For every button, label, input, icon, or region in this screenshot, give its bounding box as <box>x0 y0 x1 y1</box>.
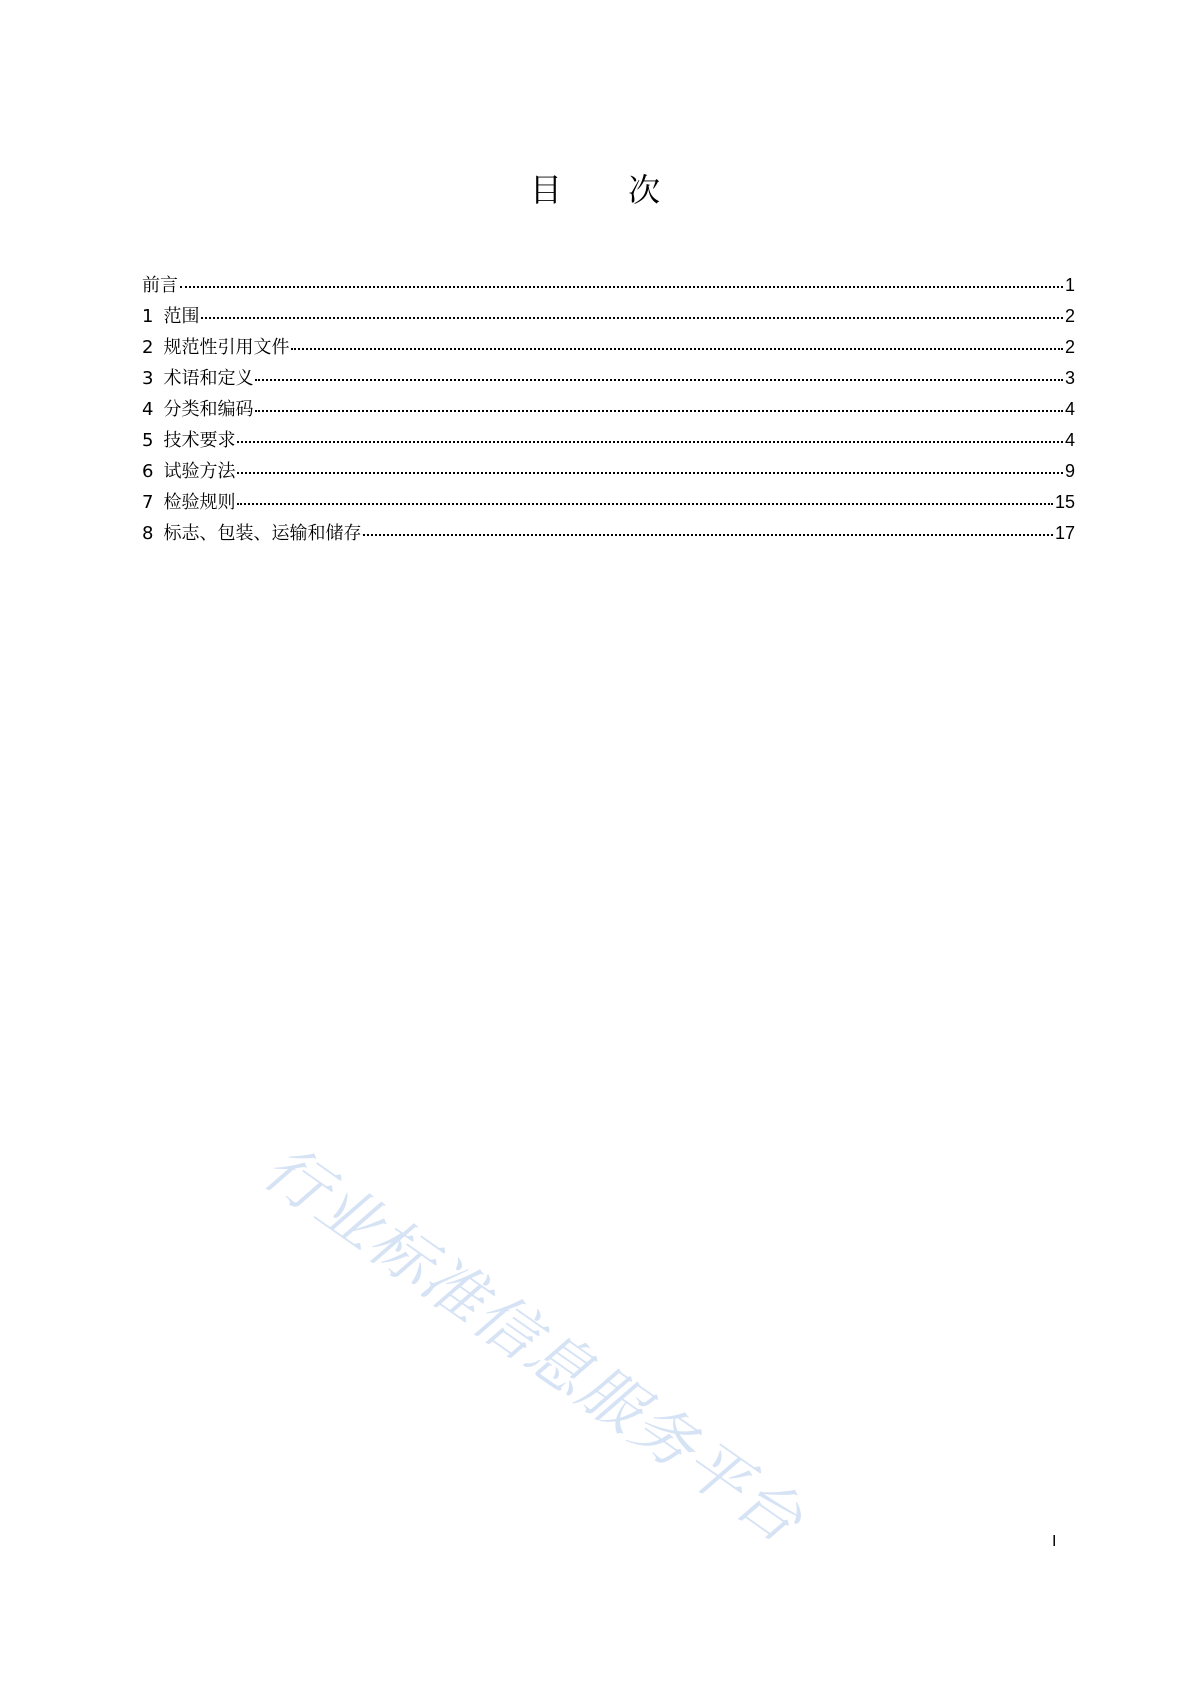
watermark: 行业标准信息服务平台 <box>250 1130 817 1558</box>
toc-entry-number: 7 <box>142 492 154 513</box>
toc-entry-number: 3 <box>142 368 154 389</box>
toc-entry-inspection-rules[interactable] <box>142 487 1075 518</box>
toc-entry-test-methods[interactable] <box>142 456 1075 487</box>
toc-entry-title: 试验方法 <box>163 461 236 482</box>
dot-leader <box>237 503 1053 505</box>
toc-entry-number: 2 <box>142 337 154 358</box>
toc-entry-page: 4 <box>1064 399 1075 419</box>
toc-entry-page: 2 <box>1064 337 1075 357</box>
toc-entry-foreword[interactable] <box>142 270 1075 301</box>
dot-leader <box>237 472 1063 474</box>
toc-entry-title: 分类和编码 <box>163 399 254 420</box>
toc-entry-title: 前言 <box>142 275 178 296</box>
toc-entry-number: 5 <box>142 430 154 451</box>
toc-entry-terms-definitions[interactable] <box>142 363 1075 394</box>
dot-leader <box>363 534 1053 536</box>
dot-leader <box>201 317 1063 319</box>
toc-entry-page: 3 <box>1064 368 1075 388</box>
toc-entry-page: 4 <box>1064 430 1075 450</box>
page-number: I <box>1052 1533 1057 1550</box>
dot-leader <box>255 379 1063 381</box>
dot-leader <box>237 441 1063 443</box>
toc-entry-page: 1 <box>1064 275 1075 295</box>
table-of-contents <box>142 270 1075 549</box>
toc-entry-classification[interactable] <box>142 394 1075 425</box>
toc-entry-title: 范围 <box>163 306 200 327</box>
toc-entry-page: 17 <box>1054 523 1075 543</box>
toc-entry-title: 规范性引用文件 <box>163 337 290 358</box>
toc-entry-normative-references[interactable] <box>142 332 1075 363</box>
toc-entry-scope[interactable] <box>142 301 1075 332</box>
toc-entry-title: 检验规则 <box>163 492 236 513</box>
toc-entry-title: 技术要求 <box>163 430 236 451</box>
toc-entry-number: 1 <box>142 306 154 327</box>
toc-entry-number: 8 <box>142 523 154 544</box>
toc-entry-page: 15 <box>1054 492 1075 512</box>
toc-entry-number: 6 <box>142 461 154 482</box>
dot-leader <box>180 286 1063 288</box>
dot-leader <box>291 348 1063 350</box>
toc-entry-number: 4 <box>142 399 154 420</box>
toc-entry-title: 术语和定义 <box>163 368 254 389</box>
toc-entry-marking-packaging[interactable] <box>142 518 1075 549</box>
toc-entry-page: 2 <box>1064 306 1075 326</box>
toc-entry-page: 9 <box>1064 461 1075 481</box>
toc-entry-technical-requirements[interactable] <box>142 425 1075 456</box>
page-title: 目 次 <box>529 171 689 209</box>
toc-entry-title: 标志、包装、运输和储存 <box>163 523 362 544</box>
dot-leader <box>255 410 1063 412</box>
